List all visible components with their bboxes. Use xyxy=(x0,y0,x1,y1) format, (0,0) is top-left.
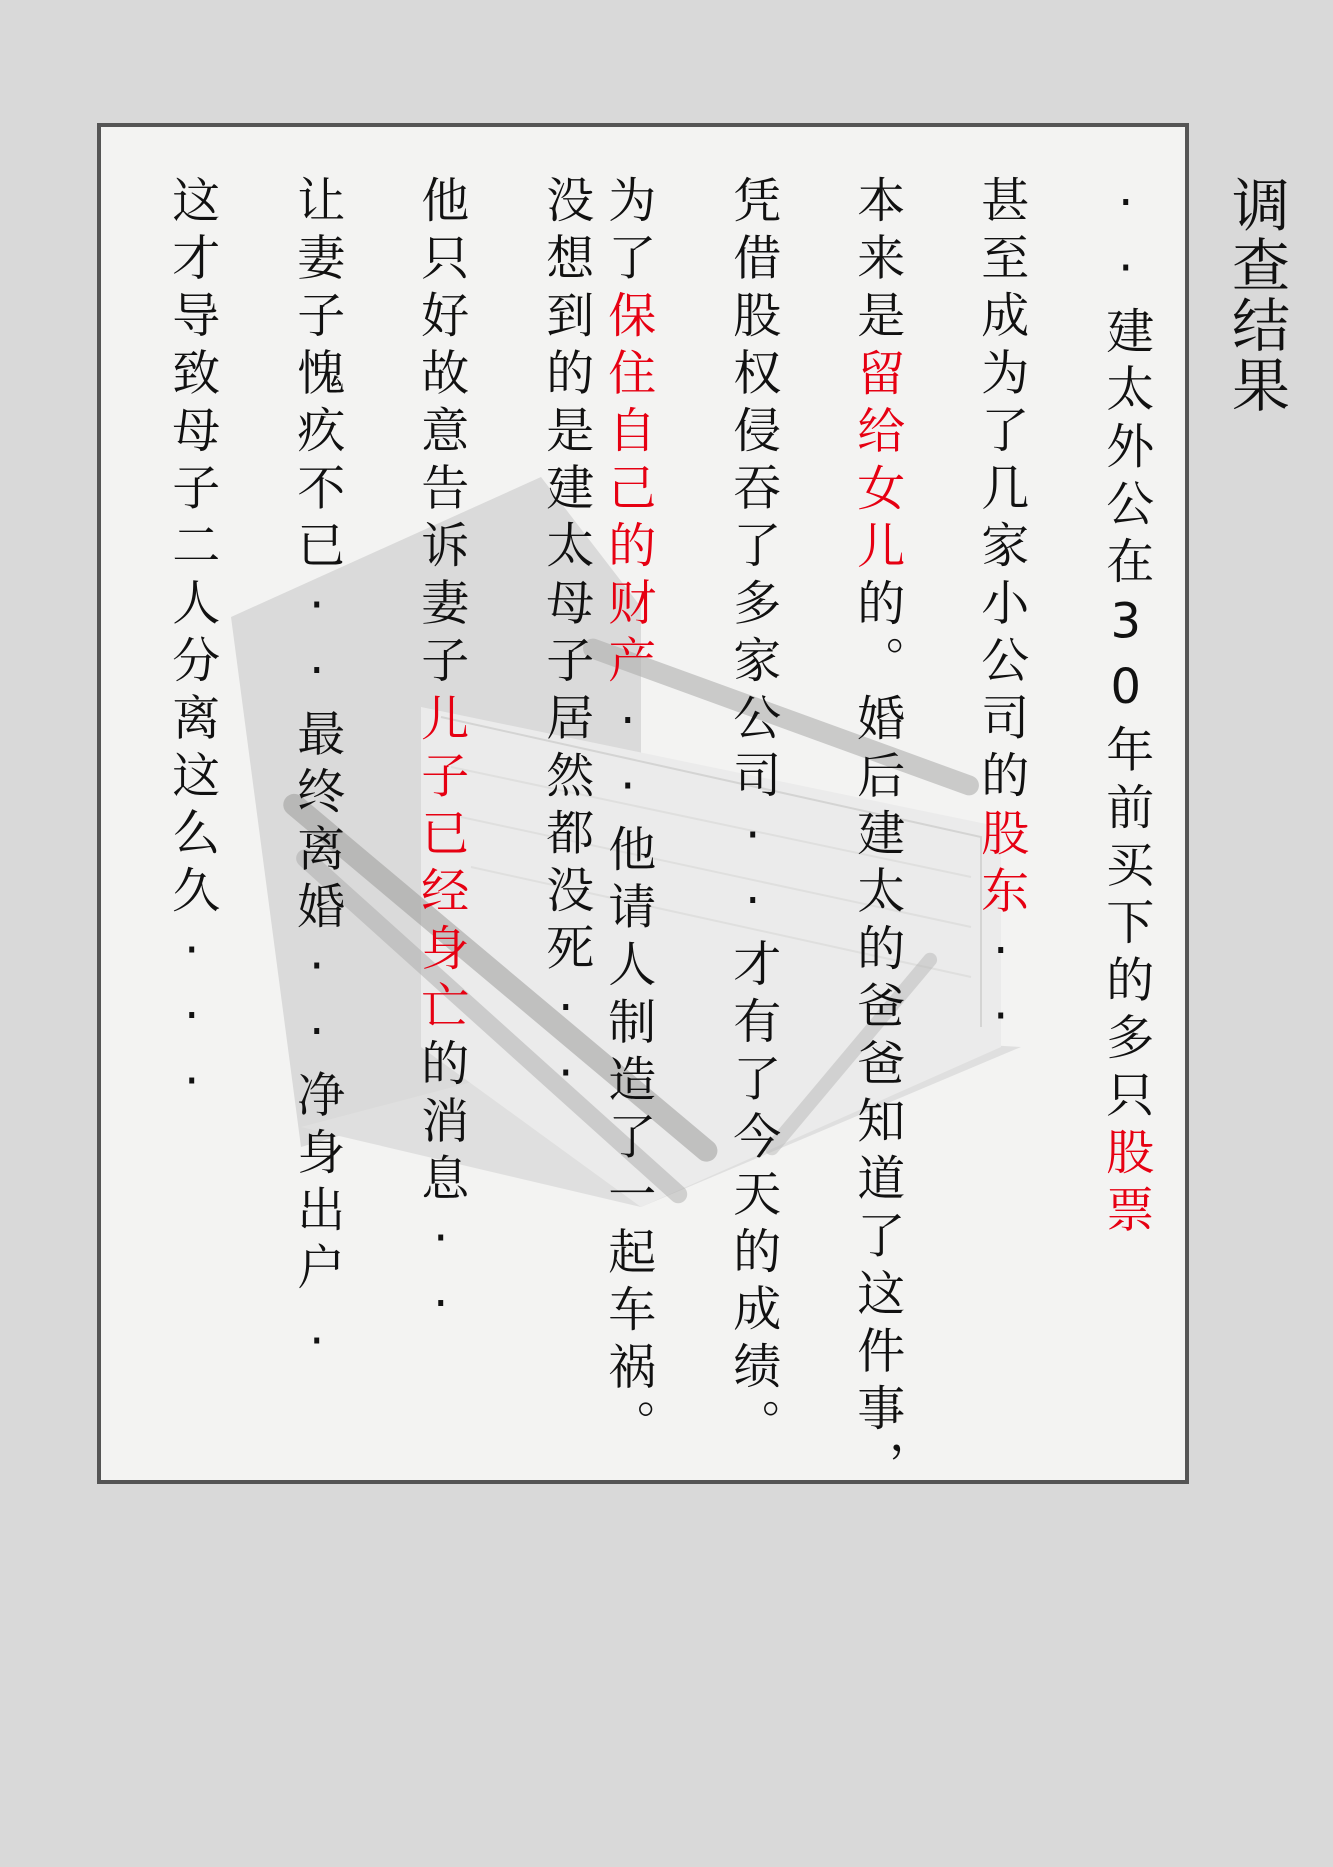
text-column-2 xyxy=(972,175,1028,1054)
text-segment: 本来是 xyxy=(848,175,905,348)
text-column-9 xyxy=(163,175,219,1119)
text-segment: 这才导致母子二人分离这么久··· xyxy=(163,175,220,1119)
text-column-8 xyxy=(288,175,344,1365)
text-column-3 xyxy=(848,175,904,1498)
text-segment: 为了 xyxy=(599,175,656,290)
text-column-6 xyxy=(537,175,593,1111)
text-segment: 建太外公在30年前买下的多只 xyxy=(1097,306,1154,1127)
text-segment: 的消息·· xyxy=(412,1037,469,1341)
text-segment: ··他请人制造了一起车祸。 xyxy=(599,692,656,1456)
text-segment: ·· xyxy=(972,922,1029,1054)
text-column-7 xyxy=(412,175,468,1341)
page-title xyxy=(1222,175,1290,415)
text-segment: 没想到的是建太母子居然都没死·· xyxy=(537,175,594,1111)
text-segment: 让妻子愧疚不已··最终离婚··净身出户. xyxy=(288,175,345,1365)
text-segment: 甚至成为了几家小公司的 xyxy=(972,175,1029,808)
text-column-4 xyxy=(724,175,780,1456)
page-title-text: 调查结果 xyxy=(1222,175,1290,415)
highlighted-phrase: 股东 xyxy=(972,807,1029,923)
text-column-1 xyxy=(1097,175,1153,1242)
text-segment: 的。婚后建太的爸爸知道了这件事， xyxy=(848,577,905,1498)
highlighted-phrase: 股票 xyxy=(1097,1127,1154,1242)
highlighted-phrase: 保住自己的财产 xyxy=(599,290,656,693)
text-segment: 凭借股权侵吞了多家公司··才有了今天的成绩。 xyxy=(724,175,781,1456)
text-segment: ·· xyxy=(1097,175,1154,306)
highlighted-phrase: 留给女儿 xyxy=(848,347,905,578)
text-segment: 他只好故意告诉妻子 xyxy=(412,175,469,693)
highlighted-phrase: 儿子已经身亡 xyxy=(412,692,469,1038)
text-column-5 xyxy=(599,175,655,1456)
